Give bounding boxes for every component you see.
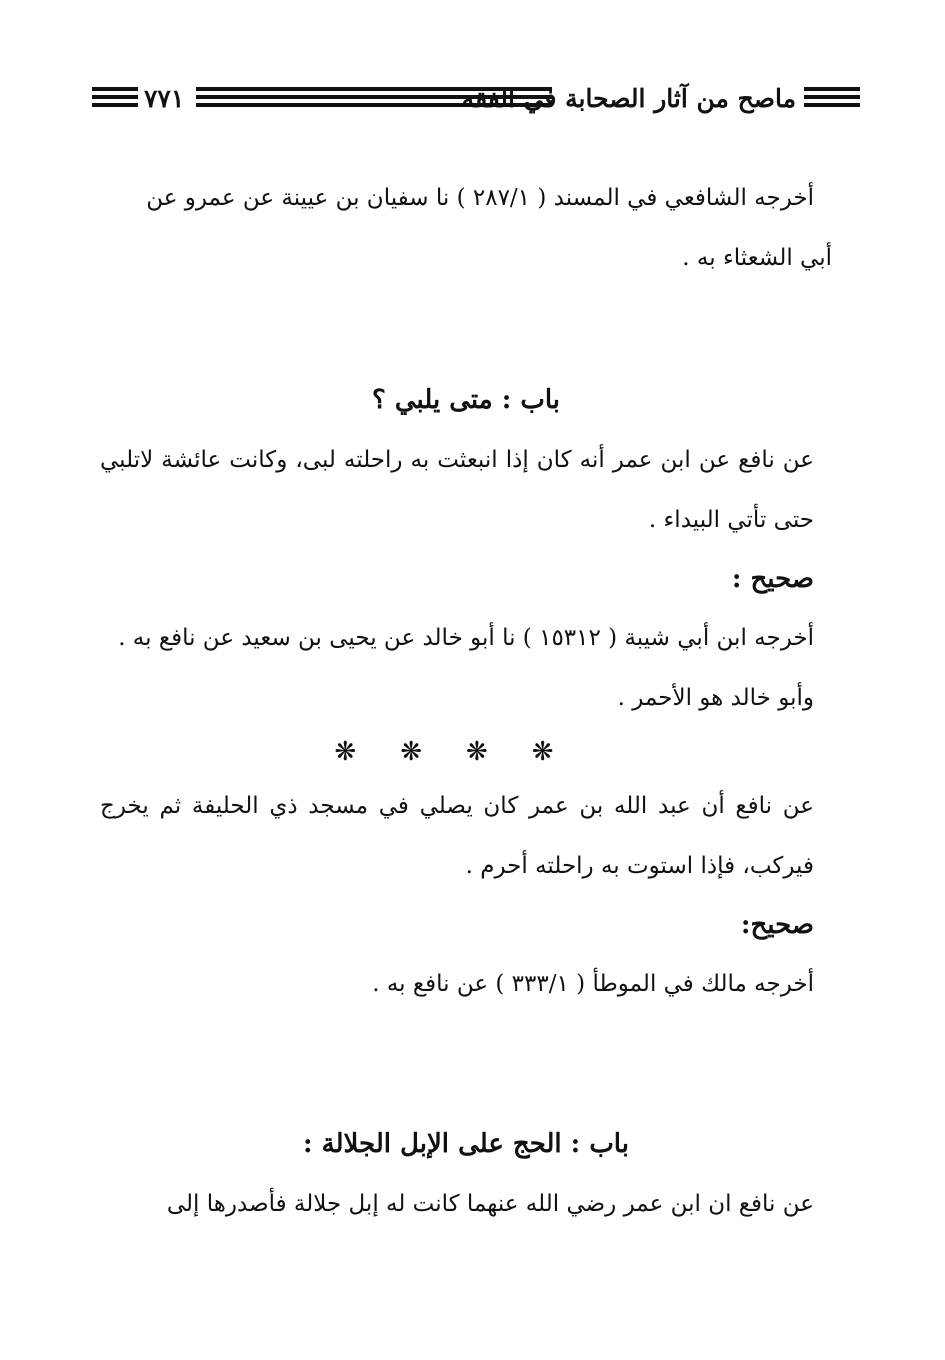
note-text: وأبو خالد هو الأحمر .: [617, 685, 814, 711]
athar-text: عن نافع ان ابن عمر رضي الله عنهما كانت له إبل جلالة فأصدرها إلى: [166, 1191, 814, 1217]
page-number: ٧٧١: [144, 84, 185, 113]
book-title: ماصح من آثار الصحابة في الفقه: [461, 84, 796, 113]
grade-label: صحيح :: [731, 564, 814, 594]
running-header: [92, 80, 860, 120]
separator-stars: ❋❋❋❋: [334, 737, 598, 767]
grade-label: صحيح:: [740, 910, 814, 940]
chapter-title: باب : الحج على الإبل الجلالة :: [303, 1129, 629, 1159]
athar-text: عن نافع أن عبد الله بن عمر كان يصلي في مسجد ذي الحليفة ثم يخرج فيركب، فإذا استوت به راحلته أحرم .: [100, 793, 814, 879]
takhrij-line: أخرجه الشافعي في المسند ( ٢٨٧/١ ) نا سفيان بن عيينة عن عمرو عن: [146, 185, 814, 211]
athar-text: عن نافع عن ابن عمر أنه كان إذا انبعثت به راحلته لبى، وكانت عائشة لاتلبي حتى تأتي البيداء .: [100, 447, 814, 533]
header-rule-right: [804, 87, 860, 113]
takhrij-text: أخرجه ابن أبي شيبة ( ١٥٣١٢ ) نا أبو خالد عن يحيى بن سعيد عن نافع به .: [118, 625, 814, 651]
spacer: [100, 1014, 832, 1114]
page-body: [100, 168, 832, 1234]
takhrij-line: أبي الشعثاء به .: [682, 245, 832, 271]
spacer: [100, 288, 832, 370]
header-rule-left: [92, 87, 138, 113]
takhrij-text: أخرجه مالك في الموطأ ( ٣٣٣/١ ) عن نافع به .: [372, 971, 814, 997]
chapter-title: باب : متى يلبي ؟: [371, 385, 561, 415]
